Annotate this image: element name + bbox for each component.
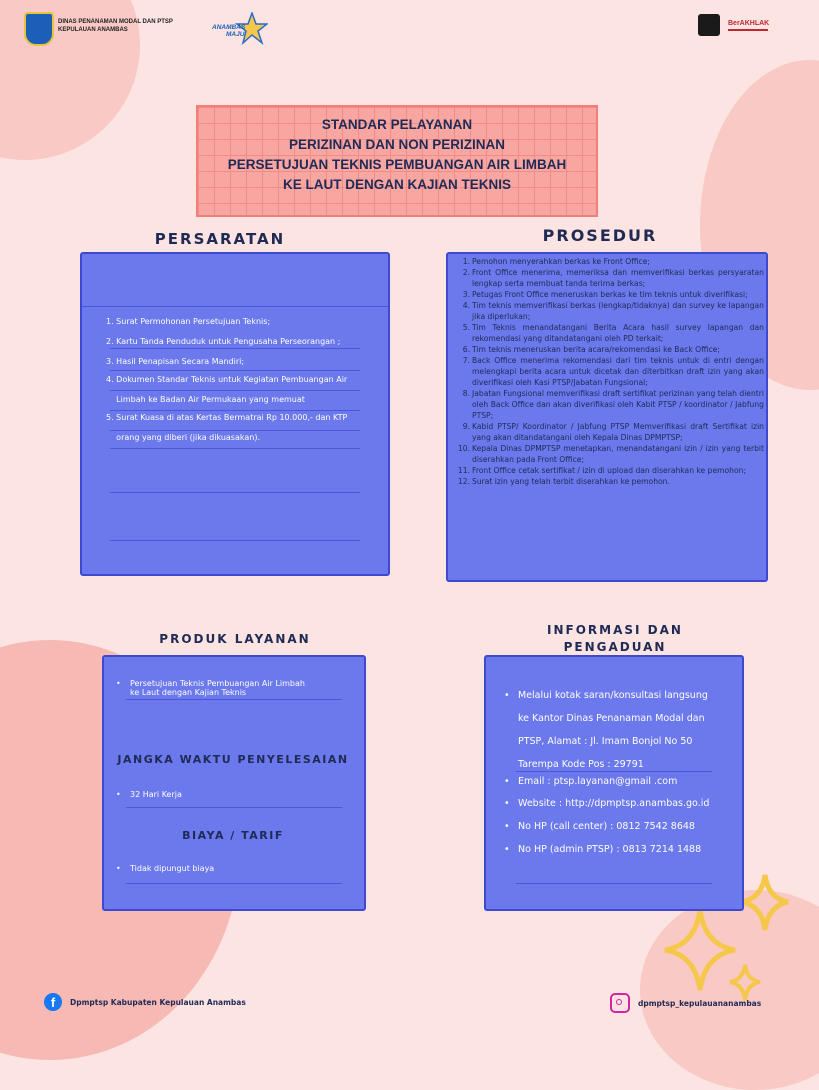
produk-panel xyxy=(102,655,366,911)
requirement-item: 3. Hasil Penapisan Secara Mandiri; xyxy=(106,357,245,366)
kotak-saran-line4: Tarempa Kode Pos : 29791 xyxy=(518,759,644,770)
step-text: Petugas Front Office meneruskan berkas ke tim teknis untuk diverifikasi; xyxy=(472,290,748,299)
procedure-step xyxy=(452,421,764,443)
ruled-line xyxy=(110,492,360,493)
step-number: 4. xyxy=(462,301,470,310)
biaya-item xyxy=(116,864,214,873)
step-text: Tim teknis meneruskan berita acara/rekomendasi ke Back Office; xyxy=(472,345,720,354)
ruled-line xyxy=(126,807,342,808)
hp-call-center-item xyxy=(504,821,744,832)
facebook-link[interactable] xyxy=(44,993,246,1011)
procedure-step xyxy=(452,355,764,388)
step-number: 3. xyxy=(462,290,470,299)
requirement-item: Limbah ke Badan Air Permukaan yang memuat xyxy=(106,395,305,404)
ruled-line xyxy=(126,883,342,884)
bullet-icon: • xyxy=(504,776,510,787)
prosedur-list xyxy=(452,256,764,487)
anambas-maju-logo xyxy=(212,12,268,46)
prosedur-heading: PROSEDUR xyxy=(542,226,658,245)
step-number: 8. xyxy=(462,389,470,398)
title-line2: PERIZINAN DAN NON PERIZINAN xyxy=(288,137,505,152)
procedure-step xyxy=(452,256,764,267)
bullet-icon: • xyxy=(504,821,510,832)
berakhlak-logo xyxy=(728,12,774,42)
emblem-logo-icon xyxy=(698,14,720,36)
agency-name xyxy=(58,18,173,34)
email-text[interactable]: Email : ptsp.layanan@gmail .com xyxy=(518,776,678,787)
procedure-step xyxy=(452,267,764,289)
kabupaten-logo-icon xyxy=(24,12,54,46)
page-title xyxy=(196,105,598,217)
website-item[interactable] xyxy=(504,798,744,809)
facebook-icon: f xyxy=(44,993,62,1011)
hp-admin-item xyxy=(504,844,744,855)
ruled-line xyxy=(126,699,342,700)
step-text: Kepala Dinas DPMPTSP menetapkan, menandatangani izin / izin yang terbit diserahkan pada Front Office; xyxy=(472,444,764,464)
ruled-line xyxy=(110,540,360,541)
bullet-icon: • xyxy=(116,679,121,688)
step-text: Jabatan Fungsional memverifikasi draft sertifikat perizinan yang telah dientri oleh Back Office dan akan diverifikasi oleh Kabit PTSP / koordinator / Jabfung PTSP; xyxy=(472,389,764,420)
kotak-saran-line1: Melalui kotak saran/konsultasi langsung xyxy=(518,690,708,701)
step-text: Pemohon menyerahkan berkas ke Front Office; xyxy=(472,257,650,266)
anambas-logo-text: ANAMBAS xyxy=(212,24,246,31)
informasi-heading-line2: PENGADUAN xyxy=(563,640,667,654)
email-item[interactable] xyxy=(504,776,744,787)
persaratan-panel xyxy=(80,252,390,576)
procedure-step xyxy=(452,300,764,322)
step-number: 11. xyxy=(457,466,470,475)
requirement-item: 4. Dokumen Standar Teknis untuk Kegiatan Pembuangan Air xyxy=(106,375,348,384)
produk-item xyxy=(116,679,346,697)
title-line1: STANDAR PELAYANAN xyxy=(321,117,473,132)
produk-item-line1: Persetujuan Teknis Pembuangan Air Limbah xyxy=(130,679,305,688)
bullet-icon: • xyxy=(116,864,121,873)
step-text: Front Office cetak sertifikat / izin di upload dan diserahkan ke pemohon; xyxy=(472,466,747,475)
step-text: Tim teknis memverifikasi berkas (lengkap/tidaknya) dan survey ke lapangan jika diperlukan; xyxy=(472,301,764,321)
maju-logo-text: MAJU xyxy=(226,31,245,38)
step-text: Back Office menerima rekomendasi dari tim teknis untuk di entri dengan melengkapi berita acara untuk dicetak dan diterbitkan draft izin yang akan diverifikasi oleh Kasi PTSP/Jabatan Fungsional; xyxy=(472,356,764,387)
step-number: 5. xyxy=(462,323,470,332)
informasi-heading xyxy=(530,622,700,656)
procedure-step xyxy=(452,388,764,421)
bullet-icon: • xyxy=(504,798,510,809)
title-line4: KE LAUT DENGAN KAJIAN TEKNIS xyxy=(282,177,511,192)
header-bar xyxy=(22,10,802,50)
bullet-icon: • xyxy=(504,690,510,701)
step-number: 10. xyxy=(457,444,470,453)
facebook-handle[interactable]: Dpmptsp Kabupaten Kepulauan Anambas xyxy=(70,997,246,1007)
step-number: 1. xyxy=(462,257,470,266)
title-line3: PERSETUJUAN TEKNIS PEMBUANGAN AIR LIMBAH xyxy=(227,157,567,172)
website-link[interactable]: Website : http://dpmptsp.anambas.go.id xyxy=(518,798,710,809)
step-number: 12. xyxy=(457,477,470,486)
step-number: 9. xyxy=(462,422,470,431)
jangka-item xyxy=(116,790,182,799)
produk-item-line2: ke Laut dengan Kajian Teknis xyxy=(130,688,247,697)
requirement-item: 5. Surat Kuasa di atas Kertas Bermatrai Rp 10.000,- dan KTP xyxy=(106,413,348,422)
ruled-line xyxy=(110,448,360,449)
agency-name-line1: DINAS PENANAMAN MODAL DAN PTSP xyxy=(58,19,173,25)
step-text: Front Office menerima, memeriksa dan memverifikasi berkas persyaratan lengkap serta membuat tanda terima berkas; xyxy=(472,268,764,288)
ruled-line xyxy=(82,306,388,307)
produk-item-text xyxy=(130,679,305,697)
hp-call-center-text: No HP (call center) : 0812 7542 8648 xyxy=(518,821,695,832)
requirement-item: 1. Surat Permohonan Persetujuan Teknis; xyxy=(106,317,271,326)
berakhlak-text: BerAKHLAK xyxy=(728,20,770,27)
instagram-link[interactable] xyxy=(610,993,761,1013)
bullet-icon: • xyxy=(116,790,121,799)
procedure-step xyxy=(452,465,764,476)
step-text: Kabid PTSP/ Koordinator / Jabfung PTSP Memverifikasi draft Sertifikat izin yang akan ditandatangani oleh Kepala Dinas DPMPTSP; xyxy=(472,422,764,442)
instagram-icon xyxy=(610,993,630,1013)
kotak-saran-line3: PTSP, Alamat : Jl. Imam Bonjol No 50 xyxy=(518,736,693,747)
agency-name-line2: KEPULAUAN ANAMBAS xyxy=(58,27,128,33)
persaratan-heading: PERSARATAN xyxy=(154,230,286,248)
step-number: 6. xyxy=(462,345,470,354)
biaya-heading: BIAYA / TARIF xyxy=(182,829,284,842)
bullet-icon: • xyxy=(504,844,510,855)
biaya-value: Tidak dipungut biaya xyxy=(130,864,215,873)
instagram-handle[interactable]: dpmptsp_kepulauananambas xyxy=(638,998,762,1008)
requirement-item: orang yang diberi (jika dikuasakan). xyxy=(106,433,260,442)
hp-admin-text: No HP (admin PTSP) : 0813 7214 1488 xyxy=(518,844,702,855)
procedure-step xyxy=(452,344,764,355)
kotak-saran-item xyxy=(504,684,744,776)
procedure-step xyxy=(452,476,764,487)
jangka-value: 32 Hari Kerja xyxy=(130,790,182,799)
informasi-heading-line1: INFORMASI DAN xyxy=(547,623,683,637)
step-text: Surat izin yang telah terbit diserahkan ke pemohon. xyxy=(472,477,670,486)
ruled-line xyxy=(516,883,712,884)
step-number: 7. xyxy=(462,356,470,365)
produk-heading: PRODUK LAYANAN xyxy=(159,632,311,646)
jangka-heading: JANGKA WAKTU PENYELESAIAN xyxy=(117,753,349,766)
kotak-saran-line2: ke Kantor Dinas Penanaman Modal dan xyxy=(518,713,705,724)
berakhlak-underline xyxy=(728,29,768,31)
procedure-step xyxy=(452,289,764,300)
procedure-step xyxy=(452,322,764,344)
step-number: 2. xyxy=(462,268,470,277)
step-text: Tim Teknis menandatangani Berita Acara hasil survey lapangan dan rekomendasi yang ditandatangani oleh PD terkait; xyxy=(472,323,764,343)
requirement-item: 2. Kartu Tanda Penduduk untuk Pengusaha Perseorangan ; xyxy=(106,337,341,346)
procedure-step xyxy=(452,443,764,465)
